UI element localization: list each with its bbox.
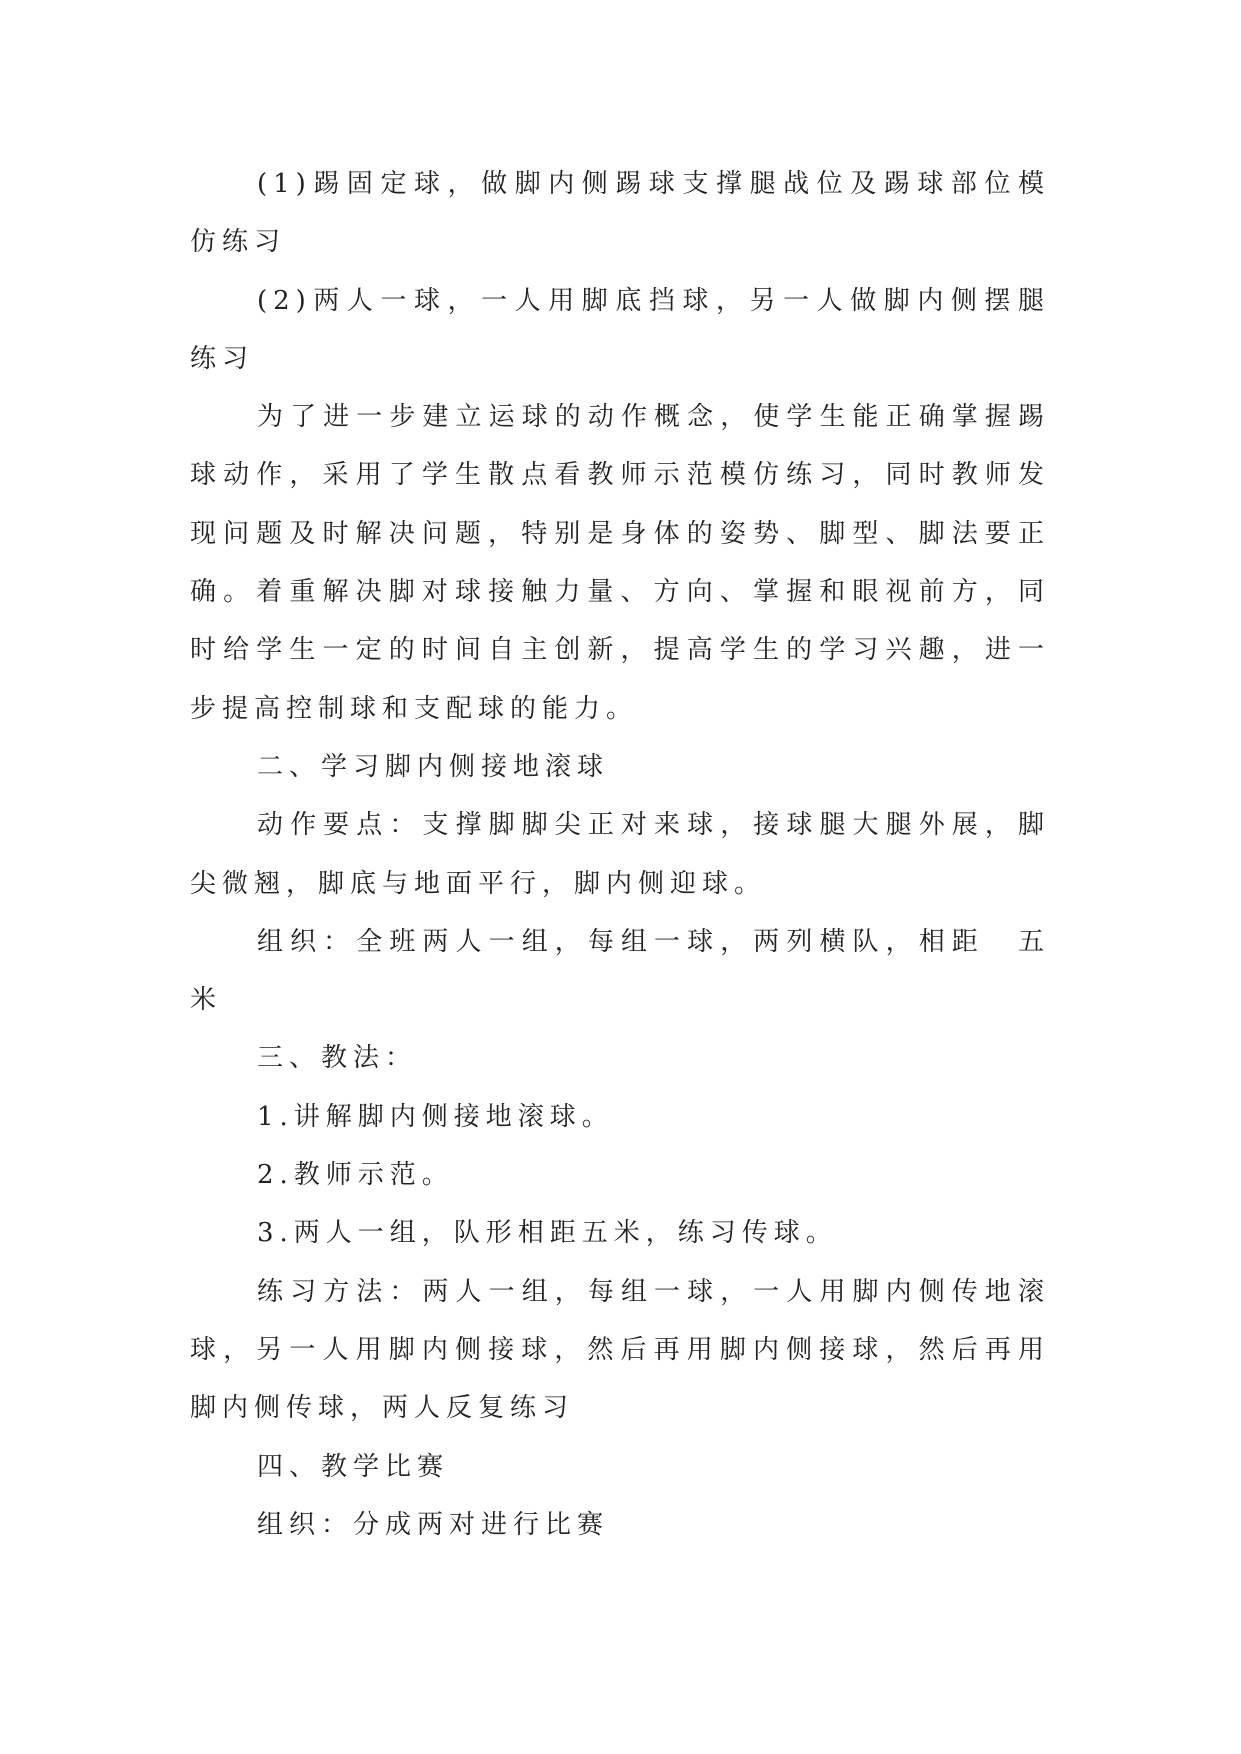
text-line: 为了进一步建立运球的动作概念，使学生能正确掌握踢	[257, 402, 1050, 433]
text-line: 3.两人一组，队形相距五米，练习传球。	[257, 1218, 838, 1249]
text-line: 球动作，采用了学生散点看教师示范模仿练习，同时教师发	[190, 460, 1050, 491]
step-item	[190, 1146, 1050, 1204]
text-line: 尖微翘，脚底与地面平行，脚内侧迎球。	[190, 868, 767, 899]
text-line: 练习方法：两人一组，每组一球，一人用脚内侧传地滚	[257, 1276, 1050, 1307]
section-heading	[190, 1029, 1050, 1087]
body-paragraph	[190, 796, 1050, 913]
text-line: 脚内侧传球，两人反复练习	[190, 1393, 575, 1424]
section-heading	[190, 1438, 1050, 1496]
text-line: (1)踢固定球，做脚内侧踢球支撑腿战位及踢球部位模	[257, 169, 1050, 199]
text-line: (2)两人一球，一人用脚底挡球，另一人做脚内侧摆腿	[257, 285, 1050, 316]
body-paragraph	[190, 913, 1050, 1030]
text-line: 组织：分成两对进行比赛	[257, 1509, 610, 1540]
text-line: 动作要点：支撑脚脚尖正对来球，接球腿大腿外展，脚	[257, 810, 1050, 841]
document-body	[190, 155, 1050, 1554]
text-line: 练习	[190, 343, 255, 374]
text-line: 步提高控制球和支配球的能力。	[190, 693, 639, 724]
text-line: 球，另一人用脚内侧接球，然后再用脚内侧接球，然后再用	[190, 1334, 1050, 1365]
section-heading	[190, 738, 1050, 796]
step-item	[190, 1204, 1050, 1262]
body-paragraph	[190, 155, 1050, 272]
body-paragraph	[190, 272, 1050, 389]
text-line: 时给学生一定的时间自主创新，提高学生的学习兴趣，进一	[190, 635, 1050, 666]
step-item	[190, 1088, 1050, 1146]
text-line: 现问题及时解决问题，特别是身体的姿势、脚型、脚法要正	[190, 518, 1050, 549]
text-line: 二、学习脚内侧接地滚球	[257, 751, 610, 782]
text-line: 米	[190, 985, 223, 1016]
text-line: 四、教学比赛	[257, 1451, 450, 1482]
text-line: 仿练习	[190, 227, 287, 258]
body-paragraph	[190, 1496, 1050, 1554]
text-line: 2.教师示范。	[257, 1160, 454, 1191]
text-line: 组织：全班两人一组，每组一球，两列横队，相距 五	[257, 926, 1050, 957]
text-line: 1.讲解脚内侧接地滚球。	[257, 1101, 614, 1132]
body-paragraph	[190, 1263, 1050, 1438]
text-line: 三、教法：	[257, 1043, 418, 1074]
body-paragraph	[190, 388, 1050, 738]
text-line: 确。着重解决脚对球接触力量、方向、掌握和眼视前方，同	[190, 577, 1050, 608]
